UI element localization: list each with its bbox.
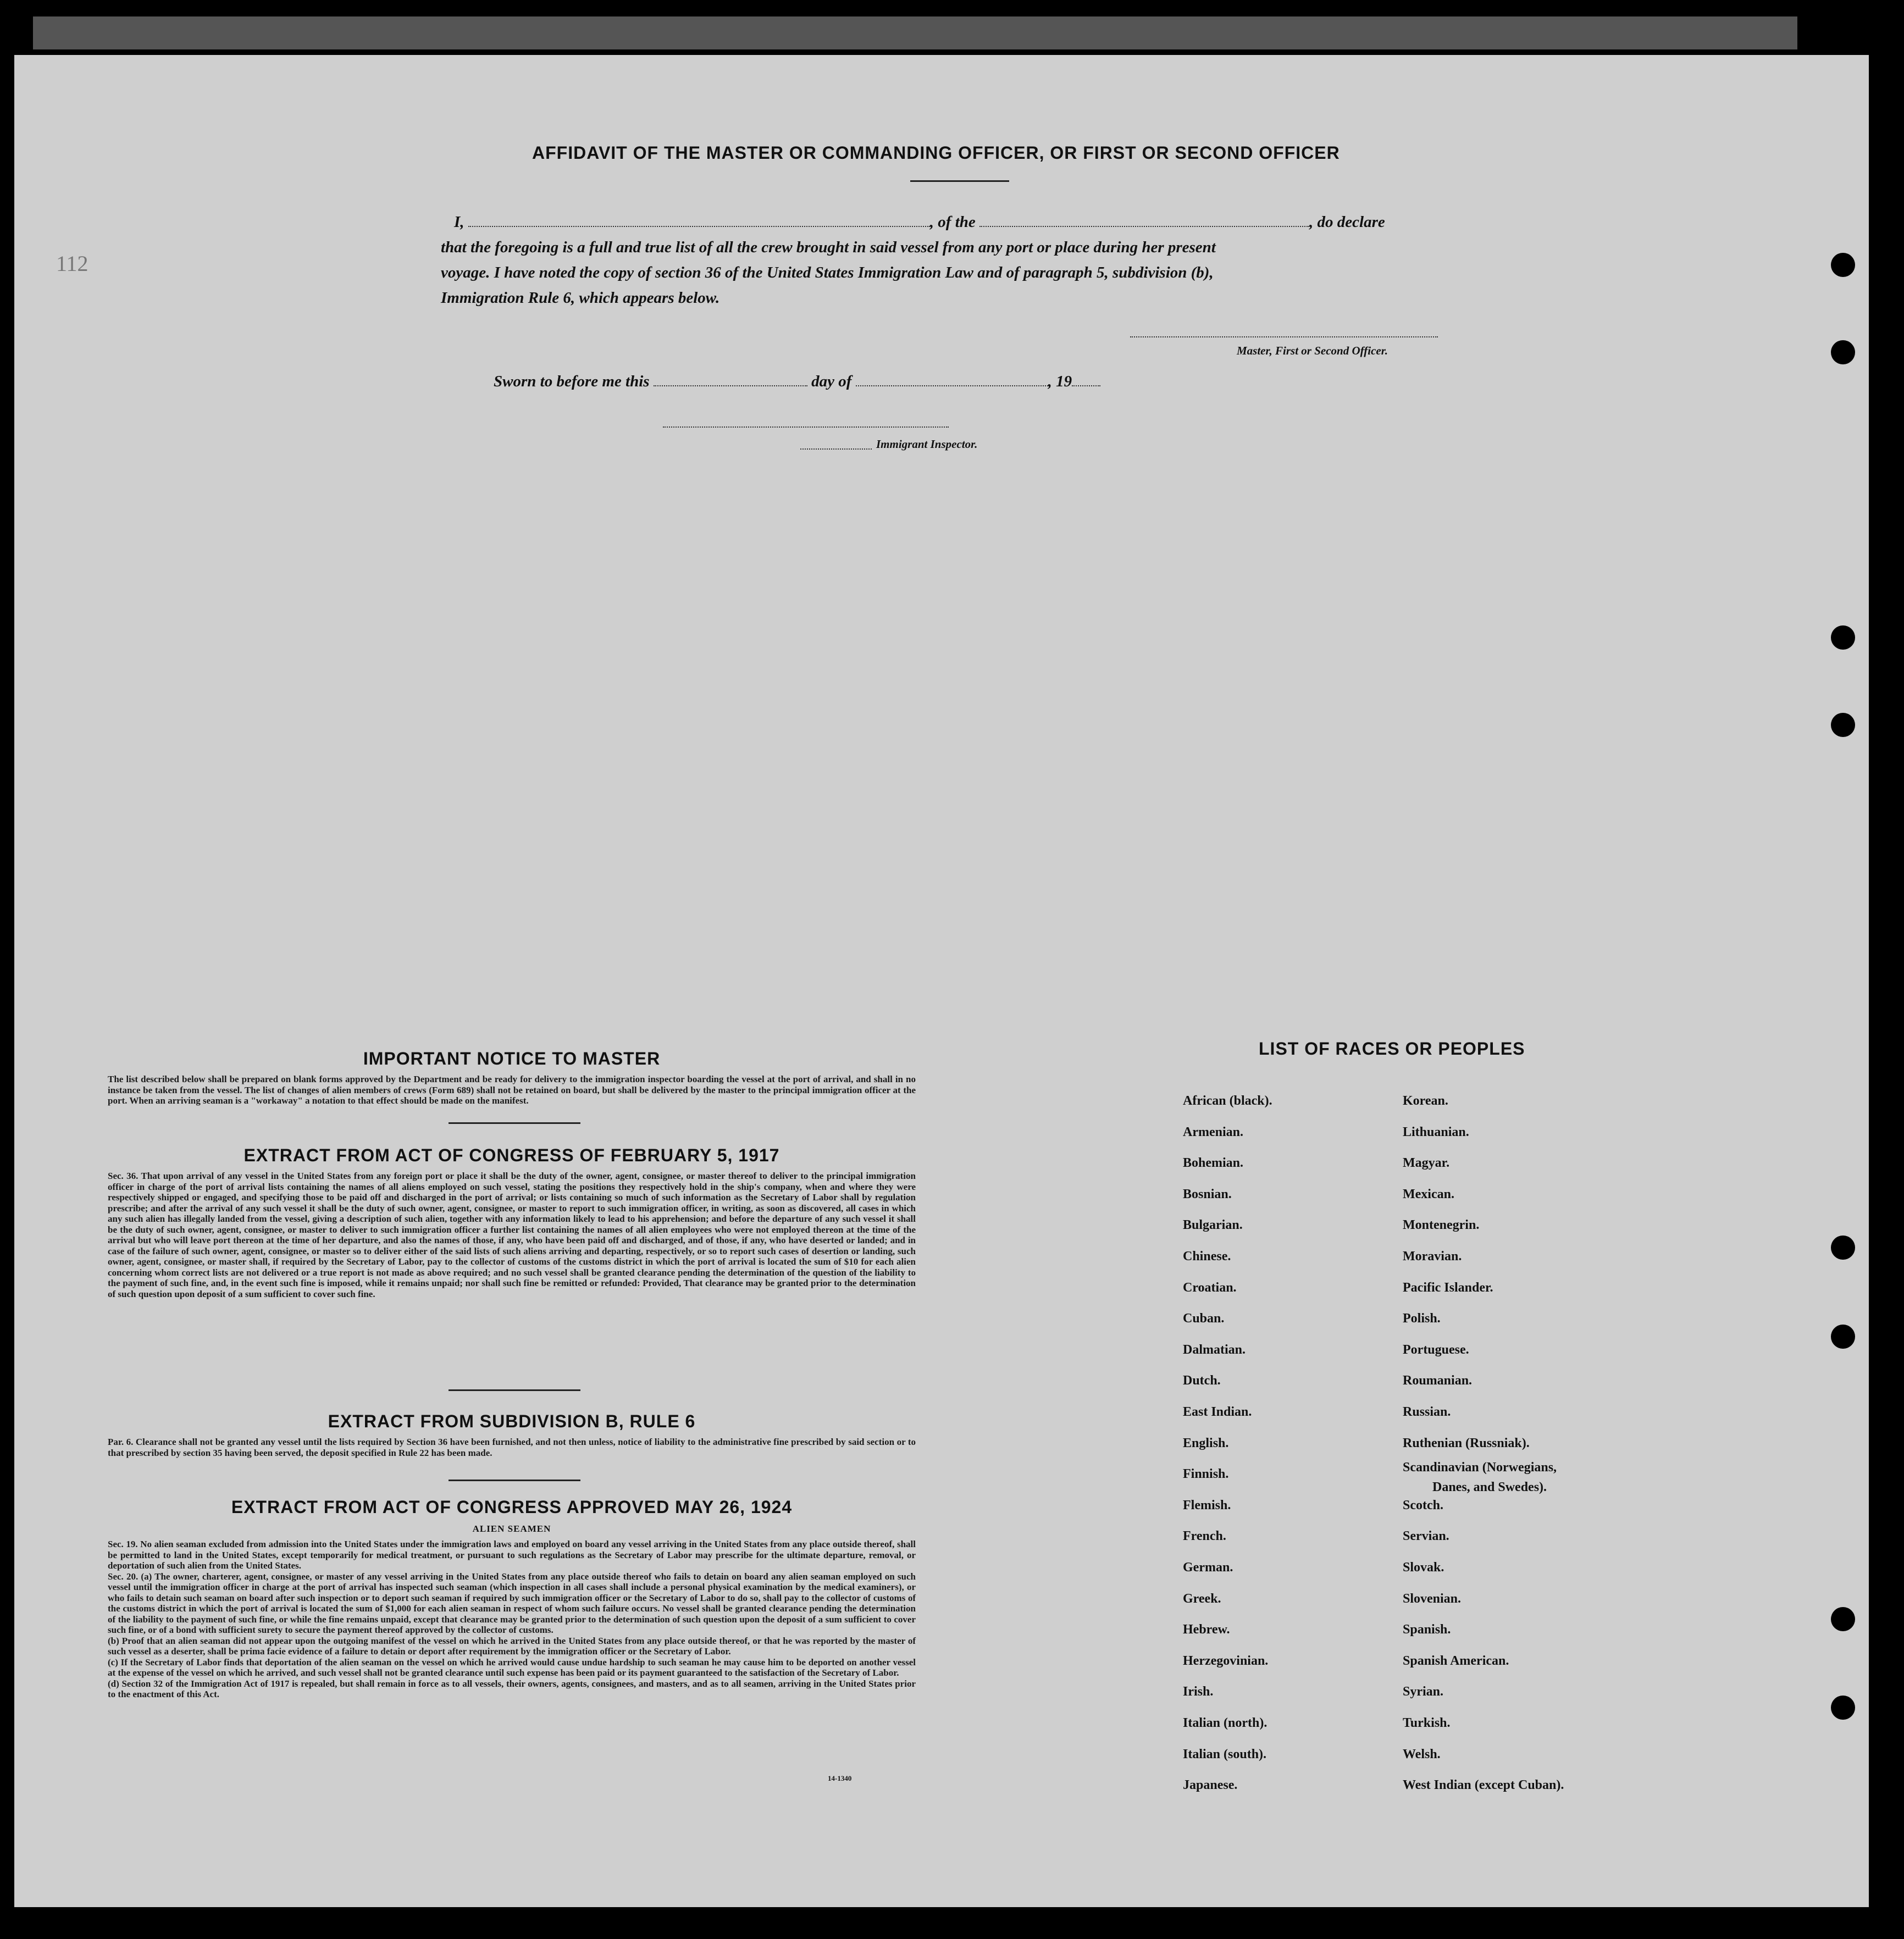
binder-hole <box>1831 625 1855 650</box>
race-item: Spanish American. <box>1403 1653 1509 1668</box>
inspector-signature-label: Immigrant Inspector. <box>876 437 978 451</box>
notice-body: The list described below shall be prepared on blank forms approved by the Department and be ready for delivery to the immigration inspector boarding the vessel at the port of arrival, and shall in no instance be taken from the vessel. The list of changes of alien members of crews (Form 689) shall not be retained on board, but shall be delivered by the master to the principal immigration officer at the port. When an arriving seaman is a "workaway" a notation to that effect should be made on the manifest. <box>108 1074 916 1106</box>
of-the-label: , of the <box>929 213 976 231</box>
binder-hole <box>1831 253 1855 277</box>
race-item: Bohemian. <box>1183 1156 1244 1171</box>
master-signature-line[interactable] <box>1130 336 1438 337</box>
race-item: Moravian. <box>1403 1249 1462 1264</box>
race-item: Herzegovinian. <box>1183 1653 1269 1668</box>
extract-1917-title: EXTRACT FROM ACT OF CONGRESS OF FEBRUARY 5, 1917 <box>243 1145 780 1165</box>
race-item: Hebrew. <box>1183 1622 1230 1637</box>
race-item: West Indian (except Cuban). <box>1403 1778 1564 1793</box>
extract-1917-body: Sec. 36. That upon arrival of any vessel in the United States from any foreign port or place it shall be the duty of the owner, agent, consignee, or master thereof to deliver to the principal immigration officer in charge of the port of arrival lists containing the names of all aliens employed on such vessel, stating the positions they respectively hold in the ship's company, when and where they were respectively shipped or engaged, and specifying those to be paid off and discharged in the port of arrival; or lists containing so much of such information as the Secretary of Labor shall by regulation prescribe; and after the arrival of any such vessel it shall be the duty of such owner, agent, consignee, or master to report to such immigration officer, in writing, as soon as discovered, all cases in which any such alien has illegally landed from the vessel, giving a description of such alien, together with any information likely to lead to his apprehension; and before the departure of any such vessel it shall be the duty of such owner, agent, consignee, or master to deliver to such immigration officer a further list containing the names of all alien employees who were not employed thereon at the time of the arrival but who will leave port thereon at the time of her departure, and also the names of those, if any, who have been paid off and discharged, and of those, if any, who have deserted or landed; and in case of the failure of such owner, agent, consignee, or master so to deliver either of the said lists of such aliens arriving and departing, respectively, or so to report such cases of desertion or landing, such owner, agent, consignee, or master shall, if required by the Secretary of Labor, pay to the collector of customs of the customs district in which the port of arrival is located the sum of $10 for each alien concerning whom correct lists are not delivered or a true report is not made as above required; and no such vessel shall be granted clearance pending the determination of the question of the liability to the payment of such fine, and, in the event such fine is imposed, while it remains unpaid; nor shall such fine be remitted or refunded: Provided, That clearance may be granted prior to the determination of such question upon deposit of a sum sufficient to cover such fine. <box>108 1171 916 1299</box>
race-item: English. <box>1183 1436 1229 1450</box>
race-item: Irish. <box>1183 1685 1214 1699</box>
race-item: Polish. <box>1403 1311 1441 1326</box>
race-item: Servian. <box>1403 1529 1449 1544</box>
sec-20b-paragraph: (b) Proof that an alien seaman did not appear upon the outgoing manifest of the vessel on which he arrived in the United States from any place outside thereof, or that he was reported by the master of such vessel as a deserter, shall be prima facie evidence of a failure to detain or deport after requirement by the immigration officer or the Secretary of Labor. <box>108 1635 916 1657</box>
notice-rule <box>449 1122 580 1124</box>
race-item: Montenegrin. <box>1403 1218 1480 1233</box>
affidavit-line-1 <box>454 210 1385 234</box>
extract-1924-body <box>108 1539 916 1700</box>
sworn-day-blank[interactable] <box>654 373 807 386</box>
affidavit-title: AFFIDAVIT OF THE MASTER OR COMMANDING OFFICER, OR FIRST OR SECOND OFFICER <box>532 143 1340 163</box>
race-item: Armenian. <box>1183 1124 1243 1139</box>
affidavit-line-3: voyage. I have noted the copy of section 36 of the United States Immigration Law and of paragraph 5, subdivision (b), <box>441 264 1214 281</box>
sworn-month-blank[interactable] <box>856 373 1048 386</box>
binder-hole <box>1831 1236 1855 1260</box>
affidavit-line-2: that the foregoing is a full and true list of all the crew brought in said vessel from any port or place during her present <box>441 239 1216 256</box>
extract-rule6-rule <box>449 1480 580 1481</box>
race-item: East Indian. <box>1183 1405 1252 1419</box>
vessel-blank[interactable] <box>979 214 1309 227</box>
scan-top-strip <box>33 16 1797 49</box>
inspector-signature-dots <box>800 448 872 450</box>
sworn-line <box>494 369 1100 394</box>
race-item: Scotch. <box>1403 1498 1443 1513</box>
race-item: Russian. <box>1403 1405 1451 1419</box>
notice-title: IMPORTANT NOTICE TO MASTER <box>363 1049 661 1068</box>
side-mark: 112 <box>56 251 88 276</box>
race-item: Magyar. <box>1403 1156 1450 1171</box>
do-declare-label: , do declare <box>1309 213 1385 231</box>
inspector-signature-line[interactable] <box>663 426 949 428</box>
race-item: Slovenian. <box>1403 1591 1462 1606</box>
race-item: Lithuanian. <box>1403 1124 1469 1139</box>
sec-20a-paragraph: Sec. 20. (a) The owner, charterer, agent, consignee, or master of any vessel arriving in the United States from any place outside thereof who fails to detain on board any alien seaman employed on such vessel until the immigration officer in charge at the port of arrival has inspected such seaman (which inspection in all cases shall include a personal physical examination by the medical examiners), or who fails to detain such seaman on board after such inspection or to deport such seaman if required by such immigration officer or the Secretary of Labor to do so, shall pay to the collector of customs of the customs district in which the port of arrival is located the sum of $1,000 for each alien seaman in respect of whom such failure occurs. No vessel shall be granted clearance pending the determination of the liability to the payment of such fine, or while the fine remains unpaid, except that clearance may be granted prior to the determination of such question upon the deposit of a sum sufficient to cover such fine, or of a bond with sufficient surety to secure the payment thereof approved by the collector of customs. <box>108 1571 916 1635</box>
binder-hole <box>1831 340 1855 364</box>
extract-1917-rule <box>449 1389 580 1391</box>
race-item: Italian (south). <box>1183 1747 1267 1761</box>
race-item: Cuban. <box>1183 1311 1225 1326</box>
sworn-year-blank[interactable] <box>1072 373 1100 386</box>
race-item: Mexican. <box>1403 1187 1454 1201</box>
master-signature-label: Master, First or Second Officer. <box>1237 344 1388 357</box>
year-label: , 19 <box>1048 373 1072 390</box>
name-blank[interactable] <box>468 214 930 227</box>
binder-hole <box>1831 1607 1855 1631</box>
race-item: French. <box>1183 1529 1226 1544</box>
alien-seamen-subtitle: ALIEN SEAMEN <box>472 1524 551 1534</box>
race-item: Chinese. <box>1183 1249 1231 1264</box>
race-item: Syrian. <box>1403 1685 1444 1699</box>
sec-20c-paragraph: (c) If the Secretary of Labor finds that deportation of the alien seaman on the vessel on which he arrived would cause undue hardship to such seaman he may cause him to be deported on another vessel at the expense of the vessel on which he arrived, and such vessel shall not be granted clearance until such expense has been paid or its payment guaranteed to the satisfaction of the Secretary of Labor. <box>108 1657 916 1678</box>
race-item: Japanese. <box>1183 1778 1238 1793</box>
race-item: Spanish. <box>1403 1622 1451 1637</box>
binder-hole <box>1831 1696 1855 1720</box>
races-title: LIST OF RACES OR PEOPLES <box>1259 1039 1525 1059</box>
race-item: Roumanian. <box>1403 1373 1473 1388</box>
binder-hole <box>1831 1325 1855 1349</box>
race-item: African (black). <box>1183 1094 1272 1108</box>
binder-hole <box>1831 713 1855 737</box>
race-item: Turkish. <box>1403 1716 1451 1730</box>
extract-rule6-title: EXTRACT FROM SUBDIVISION B, RULE 6 <box>328 1411 696 1431</box>
race-item: Scandinavian (Norwegians, <box>1403 1460 1557 1475</box>
race-item: German. <box>1183 1560 1233 1575</box>
extract-rule6-body: Par. 6. Clearance shall not be granted any vessel until the lists required by Section 36 have been furnished, and not then unless, notice of liability to the administrative fine prescribed by said section or to that prescribed by section 35 having been served, the deposit specified in Rule 22 has been made. <box>108 1437 916 1458</box>
race-item: Italian (north). <box>1183 1716 1268 1730</box>
sec-20d-paragraph: (d) Section 32 of the Immigration Act of 1917 is repealed, but shall remain in force as to all vessels, their owners, agents, consignees, and masters, and as to all seamen, arriving in the United States prior to the enactment of this Act. <box>108 1678 916 1699</box>
race-item: Bosnian. <box>1183 1187 1232 1201</box>
race-item: Dalmatian. <box>1183 1342 1246 1357</box>
race-item: Greek. <box>1183 1591 1221 1606</box>
race-item: Korean. <box>1403 1094 1448 1108</box>
race-item: Finnish. <box>1183 1467 1229 1482</box>
day-of-label: day of <box>811 373 852 390</box>
form-number: 14-1340 <box>828 1774 852 1782</box>
affidavit-line-4: Immigration Rule 6, which appears below. <box>441 289 720 307</box>
race-item: Dutch. <box>1183 1373 1221 1388</box>
race-item: Pacific Islander. <box>1403 1280 1493 1295</box>
race-item: Slovak. <box>1403 1560 1444 1575</box>
race-item: Welsh. <box>1403 1747 1441 1761</box>
sec-19-paragraph: Sec. 19. No alien seaman excluded from admission into the United States under the immigration laws and employed on board any vessel arriving in the United States from any place outside thereof, shall be permitted to land in the United States, except temporarily for medical treatment, or pursuant to such regulations as the Secretary of Labor may prescribe for the ultimate departure, removal, or deportation of such alien from the United States. <box>108 1539 916 1571</box>
race-item: Croatian. <box>1183 1280 1237 1295</box>
document-page <box>14 55 1869 1907</box>
race-item: Flemish. <box>1183 1498 1231 1513</box>
title-rule <box>910 180 1009 182</box>
extract-1924-title: EXTRACT FROM ACT OF CONGRESS APPROVED MAY 26, 1924 <box>231 1497 793 1517</box>
race-item: Portuguese. <box>1403 1342 1469 1357</box>
race-item: Danes, and Swedes). <box>1432 1480 1547 1495</box>
race-item: Bulgarian. <box>1183 1218 1243 1233</box>
sworn-label: Sworn to before me this <box>494 373 650 390</box>
i-label: I, <box>454 213 464 231</box>
race-item: Ruthenian (Russniak). <box>1403 1436 1530 1450</box>
